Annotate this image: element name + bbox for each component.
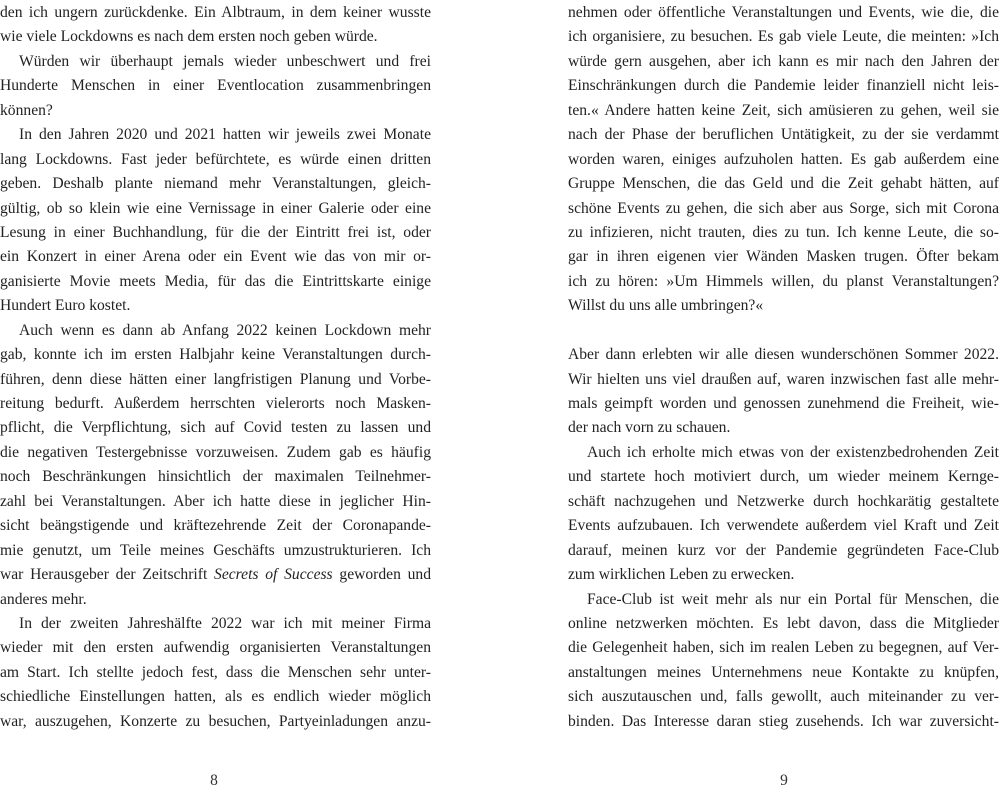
text-line: Einschränkungen durch die Pandemie leider finanziell nicht leis- [568, 77, 999, 95]
text-line: gar in ihren eigenen vier Wänden Masken trugen. Öfter bekam [568, 248, 999, 266]
text-line: Willst du uns alle umbringen?« [568, 297, 764, 315]
text-line: den ich ungern zurückdenke. Ein Albtraum, in dem keiner wusste [0, 4, 431, 21]
text-line: Auch ich erholte mich etwas von der existenzbedrohenden Zeit [587, 443, 999, 461]
magazine-title: Secrets of Success [214, 566, 333, 584]
text-line: zum wirklichen Leben zu erwecken. [568, 566, 795, 584]
text-line: sicht beängstigende und kräftezehrende Zeit der Coronapande- [0, 517, 431, 535]
text-line: geben. Deshalb plante niemand mehr Veranstaltungen, gleich- [0, 175, 431, 193]
text-line: ganisierte Movie meets Media, für das die Eintrittskarte einige [0, 272, 431, 290]
text-line: In der zweiten Jahreshälfte 2022 war ich mit meiner Firma [19, 614, 431, 632]
text-line: online netzwerken möchten. Es lebt davon, dass die Mitglieder [568, 614, 999, 632]
text-line: ich organisiere, zu besuchen. Es gab viele Leute, die meinten: »Ich [568, 28, 999, 46]
text-line: zu infizieren, nicht trauten, dies zu tun. Ich kenne Leute, die so- [568, 223, 999, 241]
text-line: binden. Das Interesse daran stieg zusehends. Ich war zuversicht- [568, 712, 999, 730]
text-line: anderes mehr. [0, 590, 87, 608]
left-page [0, 0, 431, 800]
text-line: lang Lockdowns. Fast jeder befürchtete, es würde einen dritten [0, 150, 431, 168]
text-line: In den Jahren 2020 und 2021 hatten wir jeweils zwei Monate [19, 126, 431, 144]
text-line-segment: war Herausgeber der Zeitschrift [0, 566, 215, 584]
text-line: gab, konnte ich im ersten Halbjahr keine Veranstaltungen durch- [0, 346, 431, 364]
text-line: Lesung in einer Buchhandlung, für die der Eintritt frei ist, oder [0, 223, 431, 241]
text-line: führen, denn diese hätten einer langfristigen Planung und Vorbe- [0, 370, 431, 388]
text-line: reitung bedurft. Außerdem herrschten vielerorts noch Masken- [0, 395, 431, 412]
text-line: noch Beschränkungen hinsichtlich der maximalen Teilnehmer- [0, 468, 431, 486]
text-line: ein Konzert in einer Arena oder ein Event wie das von mir or- [0, 248, 431, 266]
text-line: schiedliche Einstellungen hatten, als es endlich wieder möglich [0, 688, 431, 706]
text-line: sich auszutauschen und, falls gewollt, auch miteinander zu ver- [568, 688, 999, 706]
text-line: war, auszugehen, Konzerte zu besuchen, Partyeinladungen anzu- [0, 712, 431, 730]
page-number-right: 9 [780, 772, 788, 789]
text-line: können? [0, 101, 53, 119]
right-page [568, 0, 999, 800]
text-line: und startete hoch motiviert durch, um wieder meinem Kernge- [568, 468, 999, 486]
text-line: würde gern ausgehen, aber ich kann es mir nach den Jahren der [568, 52, 999, 70]
text-line: Face-Club ist weit mehr als nur ein Portal für Menschen, die [587, 590, 999, 608]
text-line: Aber dann erlebten wir alle diesen wunderschönen Sommer 2022. [568, 346, 999, 364]
text-line [568, 319, 999, 343]
text-line: am Start. Ich stellte jedoch fest, dass die Menschen sehr unter- [0, 663, 431, 681]
text-line [0, 563, 431, 587]
text-line: zahl bei Veranstaltungen. Aber ich hatte diese in jeglicher Hin- [0, 492, 431, 510]
text-line: gültig, ob so klein wie eine Vernissage in einer Galerie oder eine [0, 199, 431, 217]
text-line-segment: geworden und [332, 566, 432, 584]
text-line: schöne Events zu gehen, die sich aber aus Sorge, sich mit Corona [568, 199, 999, 217]
text-line: mie genutzt, um Teile meines Geschäfts umzustrukturieren. Ich [0, 541, 431, 559]
text-line: die negativen Testergebnisse vorzuweisen. Zudem gab es häufig [0, 443, 431, 461]
text-line: Auch wenn es dann ab Anfang 2022 keinen Lockdown mehr [19, 321, 431, 339]
text-line: Wir hielten uns viel draußen auf, waren inzwischen fast alle mehr- [568, 370, 999, 388]
text-line: nach der Phase der beruflichen Untätigkeit, zu der sie verdammt [568, 126, 999, 144]
text-line: wieder mit den ersten aufwendig organisierten Veranstaltungen [0, 639, 431, 657]
page-number-left: 8 [210, 772, 218, 789]
text-line: mals geimpft worden und genossen zunehmend die Freiheit, wie- [568, 395, 999, 412]
left-page-text [0, 1, 431, 734]
text-line: darauf, meinen kurz vor der Pandemie gegründeten Face-Club [568, 541, 999, 559]
text-line: anstaltungen meines Unternehmens neue Kontakte zu knüpfen, [568, 663, 999, 681]
text-line: pflicht, die Verpflichtung, sich auf Covid testen zu lassen und [0, 419, 431, 437]
text-line: wie viele Lockdowns es nach dem ersten noch geben würde. [0, 28, 378, 46]
text-line: ich zu hören: »Um Himmels willen, du planst Veranstaltungen? [568, 272, 999, 290]
text-line: der nach vorn zu schauen. [568, 419, 731, 437]
text-line: Hundert Euro kostet. [0, 297, 131, 315]
text-line: schäft nachzugehen und Netzwerke durch hochkarätig gestaltete [568, 492, 999, 510]
right-page-text [568, 1, 999, 734]
text-line: Würden wir überhaupt jemals wieder unbeschwert und frei [19, 52, 431, 70]
text-line: nehmen oder öffentliche Veranstaltungen und Events, wie die, die [568, 4, 999, 21]
text-line: Events aufzubauen. Ich verwendete außerdem viel Kraft und Zeit [568, 517, 999, 535]
text-line: Gruppe Menschen, die das Geld und die Zeit gehabt hätten, auf [568, 175, 999, 193]
text-line: ten.« Andere hatten keine Zeit, sich amüsieren zu gehen, weil sie [568, 101, 999, 119]
text-line: worden waren, einiges aufzuholen hatten. Es gab außerdem eine [568, 150, 999, 168]
text-line: die Gelegenheit haben, sich im realen Leben zu begegnen, auf Ver- [568, 639, 999, 657]
text-line: Hunderte Menschen in einer Eventlocation zusammenbringen [0, 77, 431, 95]
